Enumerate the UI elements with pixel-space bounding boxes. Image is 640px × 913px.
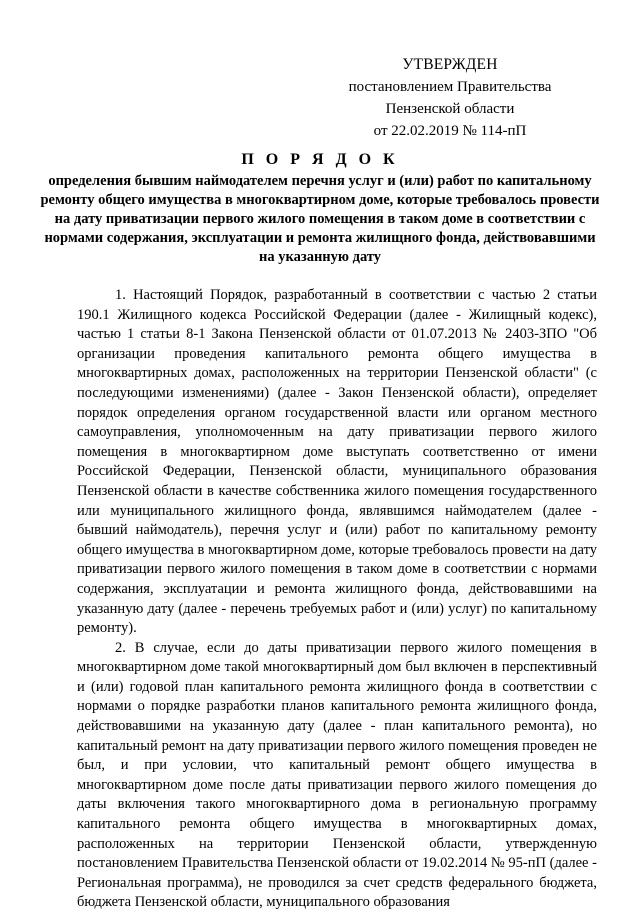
approval-line-region: Пензенской области <box>385 101 515 117</box>
approval-line-resolution: постановлением Правительства <box>348 79 552 95</box>
approval-stamp <box>340 54 560 142</box>
approval-line-date: от 22.02.2019 № 114-пП <box>373 123 527 139</box>
paragraph-1: 1. Настоящий Порядок, разработанный в соответствии с частью 2 статьи 190.1 Жилищного кодекса Российской Федерации (далее - Жилищный кодекс), частью 1 статьи 8-1 Закона Пензенской области от 01.07.2013 № 2403-ЗПО "Об организации проведения капитального ремонта общего имущества в многоквартирных домах, расположенных на территории Пензенской области" (с последующими изменениями) (далее - Закон Пензенской области), определяет порядок определения органом государственной власти или органом местного самоуправления, уполномоченным на дату приватизации первого жилого помещения в многоквартирном доме выступать соответственно от имени Российской Федерации, Пензенской области, муниципального образования Пензенской области в качестве собственника жилого помещения государственного или муниципального жилищного фонда, являвшимся наймодателем (далее - бывший наймодатель), перечня услуг и (или) работ по капитальному ремонту общего имущества в многоквартирном доме, которые требовалось провести на дату приватизации первого жилого помещения в таком доме в соответствии с нормами содержания, эксплуатации и ремонта жилищного фонда, действовавшими на указанную дату (далее - перечень требуемых работ и (или) услуг) по капитальному ремонту). <box>77 287 597 637</box>
title-subtitle: определения бывшим наймодателем перечня услуг и (или) работ по капитальному ремонту общего имущества в многоквартирном доме, которые требовалось провести на дату приватизации первого жилого помещения в таком доме в соответствии с нормами содержания, эксплуатации и ремонта жилищного фонда, действовавшими на указанную дату <box>40 173 600 265</box>
paragraph-2: 2. В случае, если до даты приватизации первого жилого помещения в многоквартирном доме такой многоквартирный дом был включен в перспективный и (или) годовой план капитального ремонта жилищного фонда в соответствии с нормами о порядке разработки планов капитального ремонта жилищного фонда, действовавшими на указанную дату (далее - план капитального ремонта), но капитальный ремонт на дату приватизации первого жилого помещения проведен не был, и при условии, что капитальный ремонт общего имущества в многоквартирном доме после даты приватизации первого жилого помещения до даты включения такого многоквартирного дома в региональную программу капитального ремонта общего имущества в многоквартирных домах, расположенных на территории Пензенской области, утвержденную постановлением Правительства Пензенской области от 19.02.2014 № 95-пП (далее - Региональная программа), не проводился за счет средств федерального бюджета, бюджета Пензенской области, муниципального образования <box>77 639 597 911</box>
approval-heading: УТВЕРЖДЕН <box>402 56 498 73</box>
document-body <box>77 286 597 913</box>
document-title <box>40 150 600 267</box>
title-heading: П О Р Я Д О К <box>241 151 399 168</box>
